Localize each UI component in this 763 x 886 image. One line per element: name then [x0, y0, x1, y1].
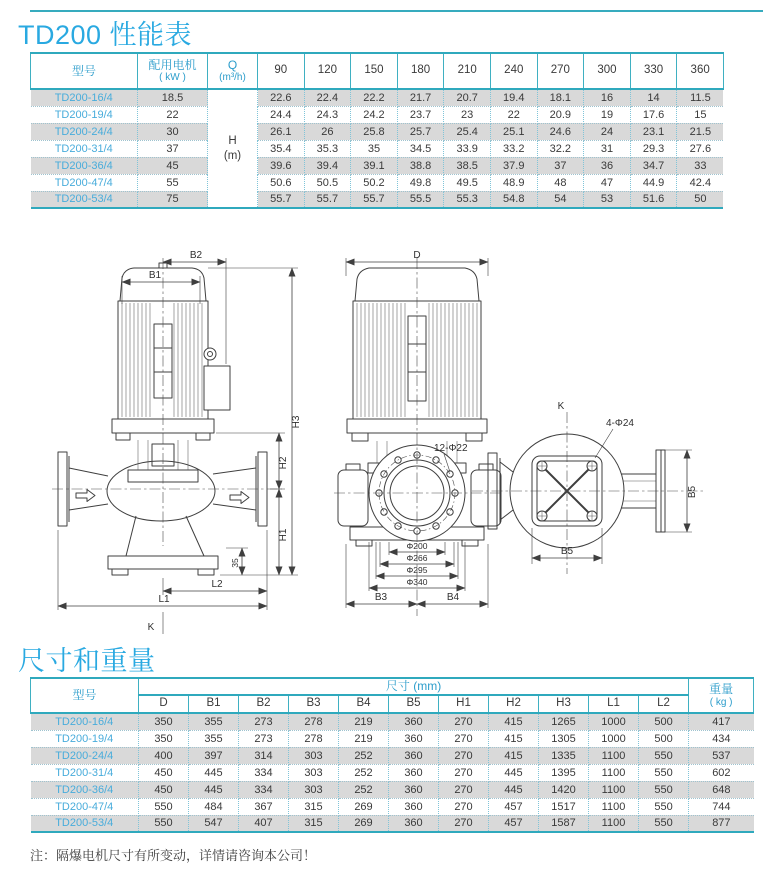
dimension-row [31, 781, 754, 798]
col-header-flowrate: Q (m³/h) [208, 53, 258, 89]
table-cell: 21.7 [397, 89, 444, 106]
table-cell: 360 [389, 815, 439, 832]
dim-label-b4: B4 [446, 592, 460, 603]
table-cell: 26.1 [258, 123, 305, 140]
table-cell: TD200-47/4 [31, 174, 138, 191]
table-cell: 457 [489, 798, 539, 815]
table-cell: 407 [239, 815, 289, 832]
table-cell: 269 [339, 815, 389, 832]
table-cell: 550 [639, 798, 689, 815]
table-cell: 19 [584, 106, 631, 123]
table-cell: 1587 [539, 815, 589, 832]
table-cell: 29.3 [630, 140, 677, 157]
table-cell: 18.1 [537, 89, 584, 106]
performance-row [31, 157, 724, 174]
table-cell: 252 [339, 764, 389, 781]
table-cell: 23.1 [630, 123, 677, 140]
table-cell: 1000 [589, 730, 639, 747]
table-cell: 270 [439, 781, 489, 798]
table-cell: 360 [389, 730, 439, 747]
table-cell: 252 [339, 747, 389, 764]
dim-label-b2: B2 [189, 250, 203, 261]
table-cell: 1517 [539, 798, 589, 815]
table-cell: 75 [138, 191, 208, 208]
table-cell: 400 [139, 747, 189, 764]
table-cell: 314 [239, 747, 289, 764]
col-header-B5: B5 [389, 695, 439, 713]
drawing-side-view [52, 246, 322, 641]
table-cell: 1100 [589, 764, 639, 781]
section-mark-k: K [147, 622, 155, 633]
col-header-B1: B1 [189, 695, 239, 713]
dim-label-l1: L1 [158, 594, 170, 605]
table-cell: 1265 [539, 713, 589, 730]
table-cell: 25.7 [397, 123, 444, 140]
table-cell: 55.7 [351, 191, 398, 208]
table-cell: 22.4 [304, 89, 351, 106]
col-header-q-120: 120 [304, 53, 351, 89]
table-cell: 37.9 [490, 157, 537, 174]
table-cell: 25.4 [444, 123, 491, 140]
performance-row [31, 123, 724, 140]
table-cell: 50 [677, 191, 724, 208]
dim-label-b5-bottom: B5 [560, 546, 574, 557]
dim-label-phi295: Φ295 [406, 565, 428, 575]
top-rule [30, 10, 763, 12]
table-cell: 51.6 [630, 191, 677, 208]
table-cell: 23 [444, 106, 491, 123]
table-cell: 457 [489, 815, 539, 832]
dimension-row [31, 730, 754, 747]
table-cell: 38.5 [444, 157, 491, 174]
table-cell: 550 [639, 764, 689, 781]
table-cell: 35 [351, 140, 398, 157]
table-cell: 273 [239, 713, 289, 730]
col-header-q-210: 210 [444, 53, 491, 89]
dim-label-b3: B3 [374, 592, 388, 603]
col-header-L1: L1 [589, 695, 639, 713]
table-cell: 24.3 [304, 106, 351, 123]
table-cell: 18.5 [138, 89, 208, 106]
table-cell: 303 [289, 764, 339, 781]
table-cell: TD200-16/4 [31, 713, 139, 730]
table-cell: 1000 [589, 713, 639, 730]
table-cell: 49.5 [444, 174, 491, 191]
table-cell: 648 [689, 781, 754, 798]
col-header-q-150: 150 [351, 53, 398, 89]
table-cell: 19.4 [490, 89, 537, 106]
dimension-header-row-2 [31, 695, 754, 713]
table-cell: 360 [389, 764, 439, 781]
dim-label-phi200: Φ200 [406, 541, 428, 551]
table-cell: 32.2 [537, 140, 584, 157]
table-cell: 445 [189, 781, 239, 798]
table-cell: 15 [677, 106, 724, 123]
table-cell: 550 [639, 815, 689, 832]
table-cell: 55.7 [304, 191, 351, 208]
dimension-row [31, 747, 754, 764]
table-cell: 50.6 [258, 174, 305, 191]
table-cell: 547 [189, 815, 239, 832]
lifting-eye-icon [204, 348, 216, 360]
dimension-row [31, 713, 754, 730]
table-cell: 42.4 [677, 174, 724, 191]
table-cell: 1100 [589, 815, 639, 832]
table-cell: 22 [490, 106, 537, 123]
section-mark-k: K [557, 401, 565, 412]
dim-label-l2: L2 [211, 579, 223, 590]
table-cell: 22.6 [258, 89, 305, 106]
table-cell: 550 [139, 798, 189, 815]
drawing-top-view [470, 396, 760, 611]
table-cell: 30 [138, 123, 208, 140]
table-cell: 273 [239, 730, 289, 747]
table-cell: 270 [439, 764, 489, 781]
table-cell: 35.3 [304, 140, 351, 157]
performance-row [31, 191, 724, 208]
table-cell: 21.5 [677, 123, 724, 140]
table-cell: 602 [689, 764, 754, 781]
table-cell: 20.7 [444, 89, 491, 106]
table-cell: 1335 [539, 747, 589, 764]
col-header-weight: 重量 ( kg ) [689, 678, 754, 713]
dim-label-h2: H2 [278, 456, 289, 470]
junction-box [204, 366, 230, 410]
table-cell: 334 [239, 764, 289, 781]
table-cell: 219 [339, 713, 389, 730]
table-cell: 38.8 [397, 157, 444, 174]
table-cell: 54 [537, 191, 584, 208]
table-cell: 450 [139, 764, 189, 781]
table-cell: 415 [489, 747, 539, 764]
table-cell: 50.2 [351, 174, 398, 191]
table-cell: 278 [289, 713, 339, 730]
dimension-row [31, 815, 754, 832]
table-cell: 360 [389, 798, 439, 815]
table-cell: 550 [639, 781, 689, 798]
table-cell: 39.4 [304, 157, 351, 174]
table-cell: 270 [439, 730, 489, 747]
table-cell: 16 [584, 89, 631, 106]
table-cell: TD200-47/4 [31, 798, 139, 815]
col-header-model: 型号 [31, 53, 138, 89]
table-cell: 55.5 [397, 191, 444, 208]
table-cell: 34.7 [630, 157, 677, 174]
col-header-q-270: 270 [537, 53, 584, 89]
head-unit-cell: H (m) [208, 89, 258, 208]
footnote: 注：隔爆电机尺寸有所变动，详情请咨询本公司！ [30, 848, 317, 863]
performance-header-row [31, 53, 724, 89]
table-cell: 20.9 [537, 106, 584, 123]
table-cell: 315 [289, 798, 339, 815]
table-cell: 39.1 [351, 157, 398, 174]
col-header-L2: L2 [639, 695, 689, 713]
table-cell: 17.6 [630, 106, 677, 123]
table-cell: 360 [389, 781, 439, 798]
col-header-q-360: 360 [677, 53, 724, 89]
performance-row [31, 140, 724, 157]
table-cell: 550 [139, 815, 189, 832]
table-cell: 33 [677, 157, 724, 174]
table-cell: 417 [689, 713, 754, 730]
dim-label-b1: B1 [148, 270, 162, 281]
table-cell: 270 [439, 713, 489, 730]
performance-row [31, 106, 724, 123]
table-cell: 55.3 [444, 191, 491, 208]
bolt-callout-12: 12-Φ22 [434, 443, 468, 454]
table-cell: 36 [584, 157, 631, 174]
dim-label-b5-side: B5 [687, 485, 698, 499]
col-header-H2: H2 [489, 695, 539, 713]
table-cell: 47 [584, 174, 631, 191]
table-cell: TD200-53/4 [31, 815, 139, 832]
dim-label-35: 35 [230, 558, 240, 568]
table-cell: TD200-24/4 [31, 123, 138, 140]
table-cell: 48.9 [490, 174, 537, 191]
table-cell: 55.7 [258, 191, 305, 208]
col-header-q-330: 330 [630, 53, 677, 89]
dimension-table [30, 677, 754, 833]
table-cell: 537 [689, 747, 754, 764]
table-cell: 25.1 [490, 123, 537, 140]
table-cell: 445 [489, 781, 539, 798]
table-cell: 360 [389, 713, 439, 730]
table-cell: 11.5 [677, 89, 724, 106]
table-cell: 37 [537, 157, 584, 174]
bolt-callout-4: 4-Φ24 [606, 418, 634, 429]
table-cell: 22 [138, 106, 208, 123]
dim-label-phi340: Φ340 [406, 577, 428, 587]
col-header-q-180: 180 [397, 53, 444, 89]
table-cell: 14 [630, 89, 677, 106]
table-cell: 270 [439, 798, 489, 815]
col-header-H1: H1 [439, 695, 489, 713]
table-cell: 269 [339, 798, 389, 815]
table-cell: 350 [139, 713, 189, 730]
col-header-q-90: 90 [258, 53, 305, 89]
table-cell: 1100 [589, 747, 639, 764]
table-cell: TD200-24/4 [31, 747, 139, 764]
table-cell: 48 [537, 174, 584, 191]
col-header-B4: B4 [339, 695, 389, 713]
table-cell: 1305 [539, 730, 589, 747]
table-cell: 25.8 [351, 123, 398, 140]
table-cell: TD200-16/4 [31, 89, 138, 106]
table-cell: 397 [189, 747, 239, 764]
table-cell: 1100 [589, 781, 639, 798]
col-header-H3: H3 [539, 695, 589, 713]
table-cell: 367 [239, 798, 289, 815]
dim-label-phi266: Φ266 [406, 553, 428, 563]
table-cell: 35.4 [258, 140, 305, 157]
table-cell: 33.2 [490, 140, 537, 157]
dimension-row [31, 798, 754, 815]
table-cell: 334 [239, 781, 289, 798]
flow-arrow-left-icon [76, 490, 95, 502]
table-cell: 219 [339, 730, 389, 747]
table-cell: 39.6 [258, 157, 305, 174]
col-header-B3: B3 [289, 695, 339, 713]
col-header-B2: B2 [239, 695, 289, 713]
performance-section-title: TD200 性能表 [18, 20, 193, 50]
table-cell: 24.4 [258, 106, 305, 123]
dimension-row [31, 764, 754, 781]
table-cell: 355 [189, 713, 239, 730]
table-cell: 744 [689, 798, 754, 815]
dim-label-h1: H1 [278, 528, 289, 542]
table-cell: 45 [138, 157, 208, 174]
table-cell: 50.5 [304, 174, 351, 191]
table-cell: 270 [439, 815, 489, 832]
table-cell: 500 [639, 730, 689, 747]
table-cell: TD200-31/4 [31, 764, 139, 781]
motor-and-stand [112, 263, 230, 482]
table-cell: 31 [584, 140, 631, 157]
table-cell: 445 [189, 764, 239, 781]
table-cell: 550 [639, 747, 689, 764]
table-cell: 500 [639, 713, 689, 730]
flow-arrow-right-icon [230, 492, 249, 504]
table-cell: 360 [389, 747, 439, 764]
table-cell: 44.9 [630, 174, 677, 191]
col-header-q-300: 300 [584, 53, 631, 89]
table-cell: TD200-36/4 [31, 157, 138, 174]
performance-table [30, 52, 724, 209]
table-cell: 1100 [589, 798, 639, 815]
table-cell: 22.2 [351, 89, 398, 106]
table-cell: 53 [584, 191, 631, 208]
table-cell: 1420 [539, 781, 589, 798]
table-cell: TD200-31/4 [31, 140, 138, 157]
col-header-motor: 配用电机 ( kW ) [138, 53, 208, 89]
table-cell: 26 [304, 123, 351, 140]
table-cell: 315 [289, 815, 339, 832]
table-cell: TD200-53/4 [31, 191, 138, 208]
performance-row [31, 89, 724, 106]
table-cell: 450 [139, 781, 189, 798]
table-cell: TD200-36/4 [31, 781, 139, 798]
table-cell: 355 [189, 730, 239, 747]
table-cell: 434 [689, 730, 754, 747]
performance-row [31, 174, 724, 191]
table-cell: 445 [489, 764, 539, 781]
dimension-header-row-1 [31, 678, 754, 695]
table-cell: 415 [489, 730, 539, 747]
table-cell: 33.9 [444, 140, 491, 157]
table-cell: 270 [439, 747, 489, 764]
table-cell: 484 [189, 798, 239, 815]
table-cell: 303 [289, 781, 339, 798]
table-cell: 54.8 [490, 191, 537, 208]
table-cell: 278 [289, 730, 339, 747]
table-cell: 415 [489, 713, 539, 730]
table-cell: 34.5 [397, 140, 444, 157]
table-cell: TD200-19/4 [31, 106, 138, 123]
table-cell: 303 [289, 747, 339, 764]
table-cell: 55 [138, 174, 208, 191]
col-header-model: 型号 [31, 678, 139, 713]
dim-label-h3: H3 [291, 415, 302, 429]
col-header-D: D [139, 695, 189, 713]
col-header-dim-group: 尺寸 (mm) [139, 678, 689, 695]
table-cell: TD200-19/4 [31, 730, 139, 747]
table-cell: 252 [339, 781, 389, 798]
table-cell: 24.2 [351, 106, 398, 123]
table-cell: 350 [139, 730, 189, 747]
table-cell: 37 [138, 140, 208, 157]
table-cell: 24.6 [537, 123, 584, 140]
col-header-q-240: 240 [490, 53, 537, 89]
table-cell: 877 [689, 815, 754, 832]
table-cell: 49.8 [397, 174, 444, 191]
table-cell: 27.6 [677, 140, 724, 157]
table-cell: 1395 [539, 764, 589, 781]
dim-label-d: D [413, 250, 421, 261]
dimensions-section-title: 尺寸和重量 [18, 646, 156, 676]
table-cell: 23.7 [397, 106, 444, 123]
table-cell: 24 [584, 123, 631, 140]
